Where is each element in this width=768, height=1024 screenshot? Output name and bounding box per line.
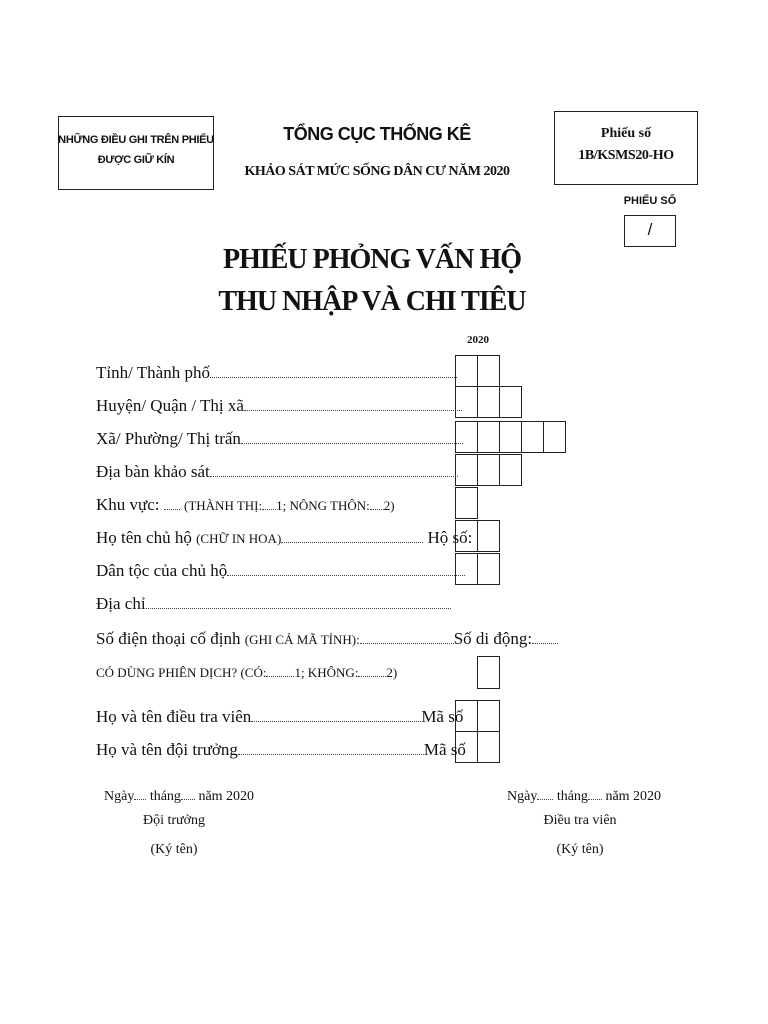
area-row: [96, 462, 458, 482]
enumerator-label: Họ và tên điều tra viên: [96, 707, 252, 726]
form-title-line-2: THU NHẬP VÀ CHI TIÊU: [218, 286, 526, 317]
code-cell[interactable]: [477, 355, 500, 387]
left-signature-sign: (Ký tên): [150, 842, 198, 857]
province-fill-line[interactable]: [210, 376, 457, 378]
form-code-line-2: 1B/KSMS20-HO: [578, 148, 674, 163]
zone-row: [96, 495, 395, 515]
household-no-label: Hộ số:: [427, 528, 473, 547]
year-code-label: 2020: [467, 334, 489, 346]
ethnicity-fill-line[interactable]: [227, 574, 465, 576]
code-cell[interactable]: [499, 421, 522, 453]
phieu-so-value: /: [647, 220, 653, 239]
zone-urban-option: (THÀNH THỊ:: [184, 498, 263, 513]
survey-title: KHẢO SÁT MỨC SỐNG DÂN CƯ NĂM 2020: [244, 164, 510, 179]
interpreter-row: [96, 665, 397, 681]
commune-label: Xã/ Phường/ Thị trấn: [96, 429, 241, 448]
interpreter-code-cell[interactable]: [477, 656, 500, 689]
code-cell[interactable]: [477, 454, 500, 486]
phone-row: [96, 629, 558, 649]
right-signature-role: Điều tra viên: [543, 813, 617, 828]
code-cell[interactable]: [477, 421, 500, 453]
right-signature-date: Ngày tháng năm 2020: [507, 789, 662, 804]
interpreter-yes-code: 1; KHÔNG:: [294, 665, 359, 680]
form-title-line-1: PHIẾU PHỎNG VẤN HỘ: [222, 244, 522, 275]
confidential-box: [58, 116, 214, 190]
agency-title: TỔNG CỤC THỐNG KÊ: [283, 124, 471, 144]
confidential-line-1: NHỮNG ĐIỀU GHI TRÊN PHIẾU: [58, 134, 214, 146]
zone-urban-code: 1; NÔNG THÔN:: [276, 498, 370, 513]
enumerator-fill-line[interactable]: [251, 720, 421, 722]
interpreter-no-code: 2): [386, 665, 398, 680]
code-cell[interactable]: [499, 454, 522, 486]
code-cell[interactable]: [477, 386, 500, 418]
right-signature-sign: (Ký tên): [556, 842, 604, 857]
form-code-line-1: Phiếu số: [600, 126, 652, 141]
mobile-fill-line[interactable]: [532, 642, 558, 644]
head-name-label: Họ tên chủ hộ: [96, 528, 192, 547]
head-name-row: [96, 528, 472, 548]
confidential-line-2: ĐƯỢC GIỮ KÍN: [97, 154, 175, 166]
code-cell[interactable]: [477, 731, 500, 763]
district-label: Huyện/ Quận / Thị xã: [96, 396, 244, 415]
area-label: Địa bàn khảo sát: [96, 462, 210, 481]
zone-label: Khu vực:: [96, 495, 160, 514]
code-cell[interactable]: [543, 421, 566, 453]
left-signature-role: Đội trưởng: [142, 813, 206, 828]
head-name-fill-line[interactable]: [281, 541, 423, 543]
code-cell[interactable]: [455, 355, 478, 387]
team-leader-label: Họ và tên đội trưởng: [96, 740, 238, 759]
team-leader-fill-line[interactable]: [238, 753, 424, 755]
team-leader-row: [96, 740, 466, 760]
interpreter-label: CÓ DÙNG PHIÊN DỊCH?: [96, 665, 238, 680]
code-cell[interactable]: [477, 520, 500, 552]
area-fill-line[interactable]: [210, 475, 458, 477]
code-cell[interactable]: [477, 553, 500, 585]
head-name-note: (CHỮ IN HOA): [196, 531, 282, 546]
ethnicity-row: [96, 561, 465, 581]
landline-fill-line[interactable]: [360, 642, 454, 644]
left-signature-date: Ngày tháng năm 2020: [104, 789, 255, 804]
commune-row: [96, 429, 463, 449]
zone-rural-code: 2): [383, 498, 395, 513]
interpreter-yes-option: (CÓ:: [240, 665, 267, 680]
team-leader-code-label: Mã số: [423, 740, 466, 759]
phieu-so-label: PHIẾU SỐ: [623, 195, 677, 207]
zone-code-cell[interactable]: [455, 487, 478, 519]
code-cell[interactable]: [521, 421, 544, 453]
address-fill-line[interactable]: [146, 607, 451, 609]
province-label: Tỉnh/ Thành phố: [96, 363, 210, 382]
commune-fill-line[interactable]: [241, 442, 463, 444]
ethnicity-label: Dân tộc của chủ hộ: [96, 561, 228, 580]
enumerator-row: [96, 707, 463, 727]
zone-fill-line[interactable]: [164, 508, 180, 510]
enumerator-code-label: Mã số: [421, 707, 464, 726]
district-row: [96, 396, 462, 416]
code-cell[interactable]: [455, 454, 478, 486]
address-row: [96, 594, 451, 614]
landline-note: (GHI CẢ MÃ TỈNH):: [244, 632, 360, 647]
address-label: Địa chỉ: [96, 594, 146, 613]
district-fill-line[interactable]: [244, 409, 462, 411]
code-cell[interactable]: [477, 700, 500, 732]
landline-label: Số điện thoại cố định: [96, 629, 241, 648]
code-cell[interactable]: [499, 386, 522, 418]
province-row: [96, 363, 457, 383]
mobile-label: Số di động:: [453, 629, 533, 648]
